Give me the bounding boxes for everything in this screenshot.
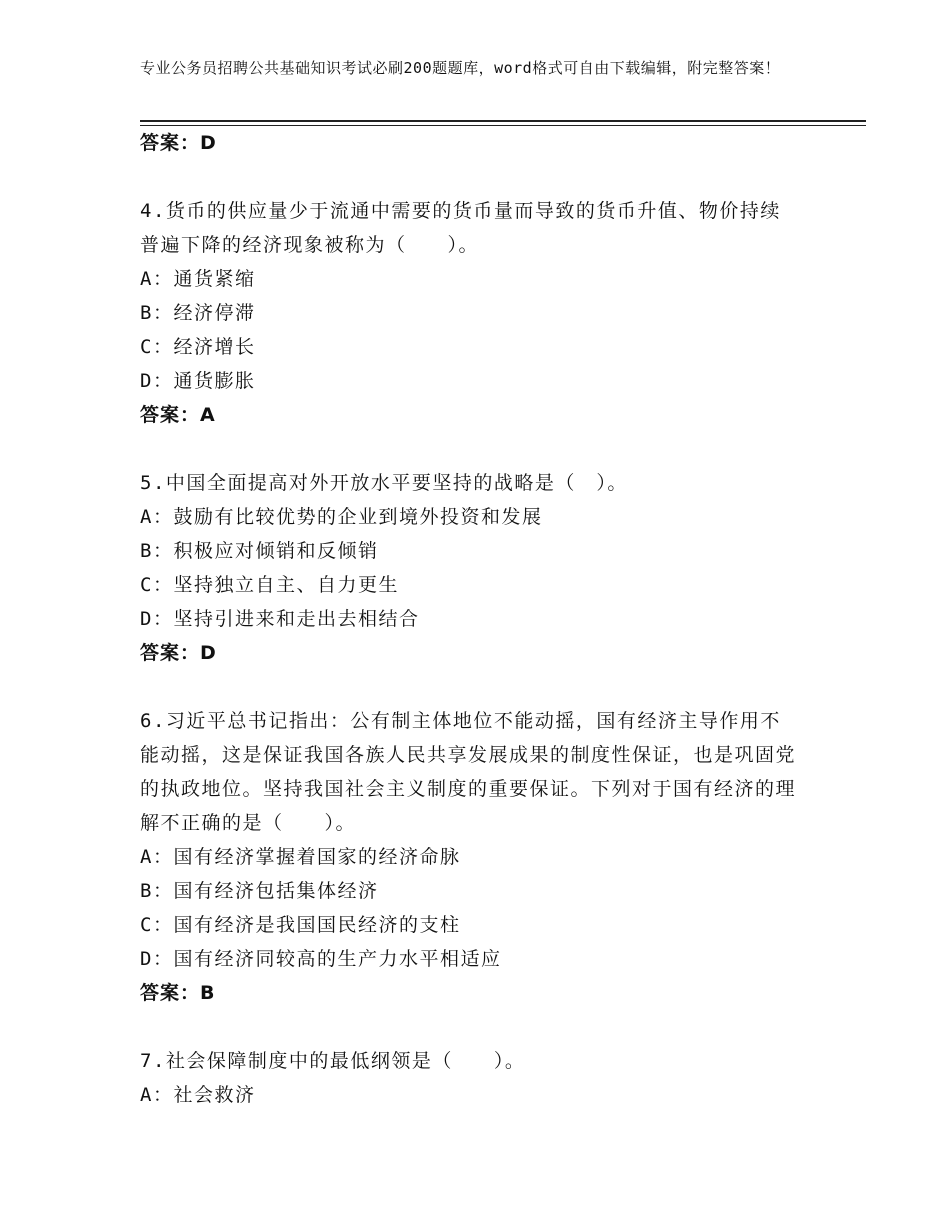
option-c: C：国有经济是我国国民经济的支柱 (140, 914, 461, 936)
option-a: A：鼓励有比较优势的企业到境外投资和发展 (140, 506, 543, 528)
option-d: D：坚持引进来和走出去相结合 (140, 608, 420, 630)
option-a: A：国有经济掌握着国家的经济命脉 (140, 846, 461, 868)
option-b: B：经济停滞 (140, 302, 256, 324)
question-stem: 4.货币的供应量少于流通中需要的货币量而导致的货币升值、物价持续普遍下降的经济现象被称为（ ）。 (140, 200, 781, 256)
question-list (140, 126, 800, 1112)
option-a: A：通货紧缩 (140, 268, 256, 290)
question-stem: 6.习近平总书记指出：公有制主体地位不能动摇，国有经济主导作用不能动摇，这是保证我国各族人民共享发展成果的制度性保证，也是巩固党的执政地位。坚持我国社会主义制度的重要保证。下列对于国有经济的理解不正确的是（ ）。 (140, 710, 797, 834)
answer-line: 答案：D (140, 642, 217, 664)
option-d: D：通货膨胀 (140, 370, 256, 392)
question-item (140, 704, 800, 1010)
answer-line: 答案：A (140, 404, 216, 426)
question-item (140, 1044, 800, 1112)
option-c: C：坚持独立自主、自力更生 (140, 574, 399, 596)
question-stem: 7.社会保障制度中的最低纲领是（ ）。 (140, 1050, 526, 1072)
option-d: D：国有经济同较高的生产力水平相适应 (140, 948, 502, 970)
page-header: 专业公务员招聘公共基础知识考试必刷200题题库，word格式可自由下载编辑，附完整答案！ (140, 59, 781, 77)
option-c: C：经济增长 (140, 336, 256, 358)
option-b: B：国有经济包括集体经济 (140, 880, 379, 902)
option-a: A：社会救济 (140, 1084, 256, 1106)
question-item (140, 194, 800, 432)
answer-line: 答案：D (140, 132, 217, 154)
question-stem: 5.中国全面提高对外开放水平要坚持的战略是（ ）。 (140, 472, 628, 494)
option-b: B：积极应对倾销和反倾销 (140, 540, 379, 562)
answer-line: 答案：B (140, 982, 216, 1004)
header-divider-thick (140, 120, 866, 122)
question-item (140, 466, 800, 670)
